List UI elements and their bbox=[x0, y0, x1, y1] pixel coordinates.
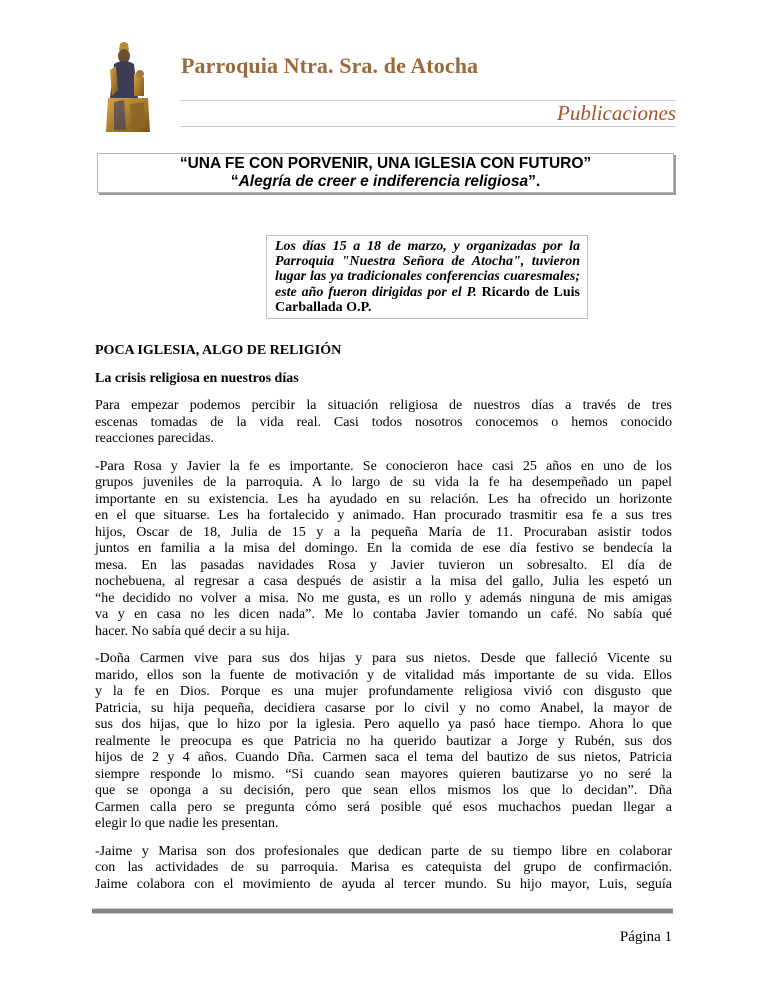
paragraph-line: -Para Rosa y Javier la fe es importante. Se conocieron hace casi 25 años en uno de los bbox=[95, 458, 672, 474]
paragraph-line: -Jaime y Marisa son dos profesionales que dedican parte de su tiempo libre en colaborar bbox=[95, 843, 672, 859]
paragraph-line: hijos de 2 y 4 años. Cuando Dña. Carmen saca el tema del bautizo de sus nietos, Patricia bbox=[95, 750, 672, 765]
paragraph-line: elegir lo que nadie les presentan. bbox=[95, 816, 279, 831]
paragraph-line: mesa. En las pasadas navidades Rosa y Javier tuvieron un sobresalto. El día de bbox=[95, 557, 672, 573]
abstract-segment: Los días 15 a 18 de marzo, y organizadas por la bbox=[275, 239, 580, 254]
abstract-line bbox=[275, 239, 580, 254]
abstract-line bbox=[275, 254, 580, 269]
paragraph bbox=[95, 459, 672, 641]
document-subtitle bbox=[98, 173, 673, 191]
paragraph-line: marido, ellos son la fuente de motivación y de vitalidad más importante de su vida. Ellos bbox=[95, 667, 672, 683]
paragraph-line: Carmen calla pero se pregunta cómo será posible qué esos muchachos puedan llegar a bbox=[95, 799, 672, 815]
quote-open: “ bbox=[230, 173, 239, 190]
paragraph-line: Para empezar podemos percibir la situación religiosa de nuestros días a través de tres bbox=[95, 398, 672, 413]
abstract-segment: Ricardo de Luis bbox=[476, 284, 580, 300]
paragraph-line: juntos en familia a la misa del domingo. En la comida de ese día festivo se bendecía la bbox=[95, 541, 672, 556]
paragraph-line: escenas tomadas de la vida real. Casi todos nosotros conocemos o hemos conocido bbox=[95, 414, 672, 430]
paragraph-line: en el que situarse. Les ha fortalecido y animado. Han procurado trasmitir esa fe a sus tres bbox=[95, 508, 672, 523]
paragraph-line: reacciones parecidas. bbox=[95, 431, 214, 446]
abstract-line bbox=[275, 285, 580, 300]
paragraph-line: nochebuena, al regresar a casa después de asistir a la misa del gallo, Julia les espetó un bbox=[95, 574, 672, 589]
paragraph-line: sus dos hijas, que lo hizo por la iglesia. Pero aquello ya pasó hace tiempo. Ahora lo que bbox=[95, 717, 672, 732]
page-number: Página 1 bbox=[619, 929, 672, 945]
document-title: “UNA FE CON PORVENIR, UNA IGLESIA CON FUTURO” bbox=[179, 155, 592, 172]
virgin-statue-icon bbox=[100, 40, 156, 136]
paragraph-line: realmente le preocupa es que Patricia no ha querido bautizar a Jorge y Rubén, sus dos bbox=[95, 733, 672, 749]
paragraphs bbox=[95, 398, 672, 893]
abstract-line bbox=[275, 300, 580, 315]
paragraph-line: hacer. No sabía qué decir a su hija. bbox=[95, 623, 290, 639]
paragraph-line: hijos, Oscar de 18, Julia de 15 y a la pequeña María de 11. Procuraban asistir todos bbox=[95, 524, 672, 540]
abstract-segment: Parroquia "Nuestra Señora de Atocha", tuvieron bbox=[275, 254, 580, 270]
paragraph-line: Patricia, su hija pequeña, decidiera casarse por lo civil y no como Anabel, la mayor de bbox=[95, 700, 672, 716]
abstract-segment: Carballada O.P. bbox=[275, 299, 372, 315]
paragraph-line: que se oponga a su decisión, pero que sean ellos mismos los que lo decidan”. Dña bbox=[95, 783, 672, 798]
paragraph-line: siempre responde lo mismo. “Si cuando sean mayores quieren bautizarse yo no seré la bbox=[95, 766, 672, 782]
paragraph-line: con las actividades de su parroquia. Marisa es catequista del grupo de confirmación. bbox=[95, 860, 672, 875]
paragraph-line: importante en su existencia. Les ha ayudado en su relación. Les ha ofrecido un horizonte bbox=[95, 491, 672, 507]
site-title: Parroquia Ntra. Sra. de Atocha bbox=[181, 53, 479, 78]
paragraph bbox=[95, 398, 672, 448]
abstract-line bbox=[275, 269, 580, 284]
paragraph-line: grupos juveniles de la parroquia. A lo largo de su vida la fe ha desempeñado un papel bbox=[95, 475, 672, 490]
paragraph-line: Jaime colabora con el movimiento de ayuda al tercer mundo. Su hijo mayor, Luis, seguía bbox=[95, 876, 672, 892]
paragraph-line: va y en casa no les dicen nada”. Me lo contaba Javier tomando un café. No sabía qué bbox=[95, 607, 672, 622]
paragraph-line: -Doña Carmen vive para sus dos hijas y para sus nietos. Desde que falleció Vicente su bbox=[95, 651, 672, 666]
subtitle-text: Alegría de creer e indiferencia religiosa bbox=[238, 173, 529, 190]
paragraph-line: y la fe en Dios. Porque es una mujer profundamente religiosa vivió con disgusto que bbox=[95, 684, 672, 699]
document-title-box bbox=[97, 153, 674, 193]
abstract-segment: lugar las ya tradicionales conferencias cuaresmales; bbox=[275, 269, 580, 285]
document-body bbox=[95, 343, 672, 904]
paragraph-line: “he decidido no volver a misa. No me gusta, es un rollo y además ninguna de mis amigas bbox=[95, 590, 672, 606]
quote-close: ”. bbox=[528, 173, 541, 190]
paragraph bbox=[95, 844, 672, 894]
paragraph bbox=[95, 651, 672, 833]
footer-divider bbox=[92, 908, 673, 914]
section-label: Publicaciones bbox=[557, 101, 676, 125]
abstract-segment: este año fueron dirigidas por el P. bbox=[275, 284, 477, 300]
section-subheading: La crisis religiosa en nuestros días bbox=[95, 370, 299, 386]
section-heading: POCA IGLESIA, ALGO DE RELIGIÓN bbox=[95, 343, 342, 358]
abstract-box bbox=[266, 235, 588, 319]
header-divider-bottom bbox=[180, 126, 676, 127]
